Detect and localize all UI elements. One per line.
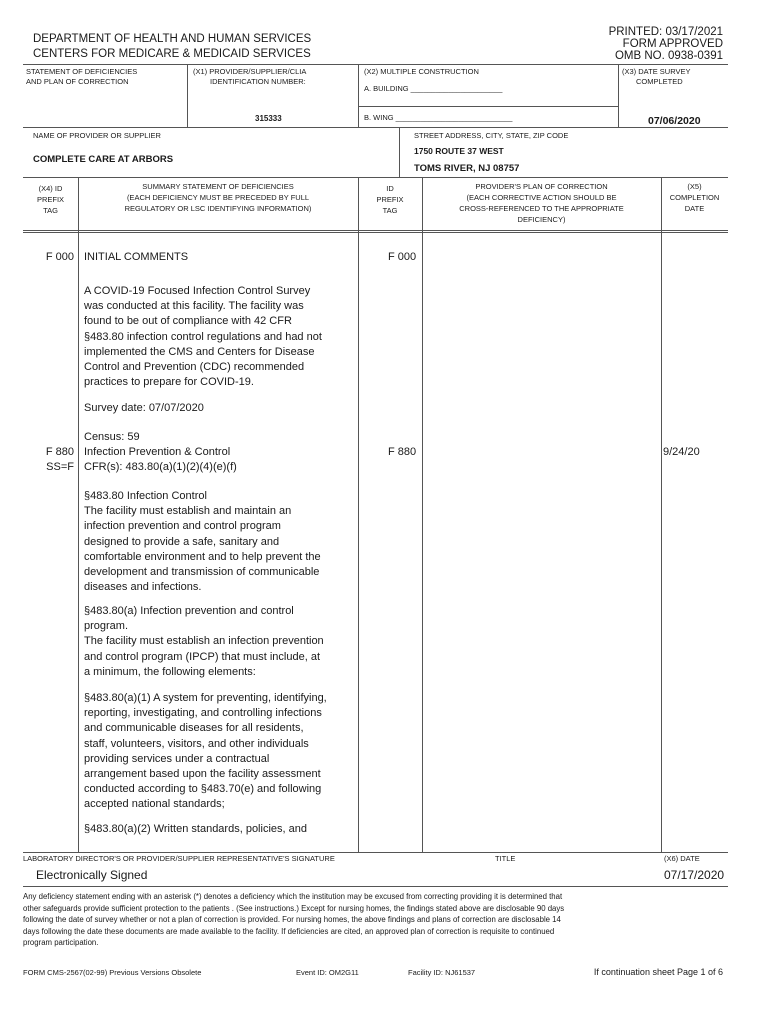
printed-date: PRINTED: 03/17/2021: [608, 26, 723, 38]
rule: [23, 232, 728, 233]
initial-comments-heading: INITIAL COMMENTS: [84, 251, 189, 263]
survey-date: Survey date: 07/07/2020: [84, 402, 204, 414]
signature-date-label: (X6) DATE: [664, 854, 700, 863]
prefix-tag-f880: F 880: [45, 446, 74, 458]
x3-label-2: COMPLETED: [636, 77, 683, 86]
survey-completed-date: 07/06/2020: [648, 115, 701, 127]
x5-header-3: DATE: [684, 204, 705, 213]
provider-name-label: NAME OF PROVIDER OR SUPPLIER: [33, 131, 161, 140]
street-address: 1750 ROUTE 37 WEST: [414, 146, 504, 156]
rule: [23, 177, 728, 178]
regulation-483-80a2: §483.80(a)(2) Written standards, policies, and: [84, 823, 307, 835]
x1-label-2: IDENTIFICATION NUMBER:: [210, 77, 306, 86]
department-line-1: DEPARTMENT OF HEALTH AND HUMAN SERVICES: [33, 33, 312, 45]
rule: [661, 177, 662, 852]
statement-label-1: STATEMENT OF DEFICIENCIES: [26, 67, 138, 76]
event-id: Event ID: OM2G11: [296, 968, 359, 977]
x2-label: (X2) MULTIPLE CONSTRUCTION: [364, 67, 479, 76]
regulation-483-80: §483.80 Infection Control The facility must establish and maintain an infection prevention and control program designed to provide a safe, sanitary and comfortable environment and to help prevent the development and transmission of communicable diseases and infections.: [84, 490, 321, 594]
x1-label-1: (X1) PROVIDER/SUPPLIER/CLIA: [193, 67, 307, 76]
covid-survey-paragraph: A COVID-19 Focused Infection Control Survey was conducted at this facility. The facility was found to be out of compliance with 42 CFR §483.80 infection control regulations and had not implemented the CMS and Centers for Disease Control and Prevention (CDC) recommended practices to prepare for COVID-19.: [84, 285, 322, 389]
omb-number: OMB NO. 0938-0391: [614, 50, 723, 62]
x5-header-2: COMPLETION: [669, 193, 720, 202]
provider-id-value: 315333: [255, 114, 282, 123]
x3-label-1: (X3) DATE SURVEY: [622, 67, 691, 76]
x5-header-1: (X5): [687, 182, 702, 191]
rule: [23, 886, 728, 887]
rule: [23, 230, 728, 231]
x2-wing: B. WING ____________________________: [364, 113, 513, 122]
form-number: FORM CMS-2567(02-99) Previous Versions Obsolete: [23, 968, 202, 977]
title-label: TITLE: [495, 854, 516, 863]
census: Census: 59: [84, 431, 140, 443]
rule: [23, 64, 728, 65]
completion-date: 9/24/20: [663, 446, 700, 458]
rule: [358, 106, 618, 107]
rule: [358, 64, 359, 127]
plan-header-1: PROVIDER'S PLAN OF CORRECTION: [475, 182, 608, 191]
address-label: STREET ADDRESS, CITY, STATE, ZIP CODE: [414, 131, 569, 140]
page-indicator: If continuation sheet Page 1 of 6: [593, 967, 723, 977]
plan-header-4: DEFICIENCY): [517, 215, 566, 224]
signature-value: Electronically Signed: [36, 868, 148, 882]
id-header-3: TAG: [382, 206, 398, 215]
rule: [358, 177, 359, 852]
id-tag-f880: F 880: [388, 446, 417, 458]
city-state-zip: TOMS RIVER, NJ 08757: [414, 163, 520, 174]
summary-header-3: REGULATORY OR LSC IDENTIFYING INFORMATION): [124, 204, 312, 213]
rule: [23, 127, 728, 128]
signature-label: LABORATORY DIRECTOR'S OR PROVIDER/SUPPLIER REPRESENTATIVE'S SIGNATURE: [23, 854, 335, 863]
prefix-tag-f000: F 000: [45, 251, 74, 263]
rule: [618, 64, 619, 127]
rule: [187, 64, 188, 127]
id-header-2: PREFIX: [376, 195, 404, 204]
form-approved: FORM APPROVED: [622, 38, 723, 50]
summary-header-2: (EACH DEFICIENCY MUST BE PRECEDED BY FULL: [126, 193, 310, 202]
f880-cfr: CFR(s): 483.80(a)(1)(2)(4)(e)(f): [84, 461, 237, 473]
f880-title: Infection Prevention & Control: [84, 446, 231, 458]
rule: [399, 127, 400, 177]
rule: [78, 177, 79, 852]
x4-header-3: TAG: [43, 206, 58, 215]
disclosure-footnote: Any deficiency statement ending with an asterisk (*) denotes a deficiency which the institution may be excused from correcting providing it is determined that other safeguards provide sufficient protection to the patients . (See instructions.) Except for nursing homes, the findings stated above are disclosable 90 days following the date of survey whether or not a plan of correction is provided. For nursing homes, the above findings and plans of correction are disclosable 14 days following the date these documents are made available to the facility. If deficiencies are cited, an approved plan of correction is requisite to continued program participation.: [23, 892, 565, 948]
plan-header-3: CROSS-REFERENCED TO THE APPROPRIATE: [459, 204, 624, 213]
summary-header-1: SUMMARY STATEMENT OF DEFICIENCIES: [142, 182, 294, 191]
rule: [23, 852, 728, 853]
rule: [422, 177, 423, 852]
regulation-483-80a: §483.80(a) Infection prevention and control program. The facility must establish an infection prevention and control program (IPCP) that must include, at a minimum, the following elements:: [84, 605, 324, 678]
x2-building: A. BUILDING ______________________: [364, 84, 503, 93]
regulation-483-80a1: §483.80(a)(1) A system for preventing, identifying, reporting, investigating, and controlling infections and communicable diseases for all residents, staff, volunteers, visitors, and other individuals providing services under a contractual arrangement based upon the facility assessment conducted according to §483.70(e) and following accepted national standards;: [84, 692, 327, 811]
facility-id: Facility ID: NJ61537: [408, 968, 476, 977]
signature-date: 07/17/2020: [664, 868, 725, 882]
department-line-2: CENTERS FOR MEDICARE & MEDICAID SERVICES: [33, 48, 311, 60]
id-header-1: ID: [386, 184, 394, 193]
plan-header-2: (EACH CORRECTIVE ACTION SHOULD BE: [466, 193, 617, 202]
id-tag-f000: F 000: [388, 251, 417, 263]
statement-label-2: AND PLAN OF CORRECTION: [26, 77, 129, 86]
provider-name: COMPLETE CARE AT ARBORS: [33, 154, 174, 165]
scope-severity-tag: SS=F: [46, 461, 74, 473]
x4-header-2: PREFIX: [36, 195, 65, 204]
x4-header-1: (X4) ID: [38, 184, 63, 193]
